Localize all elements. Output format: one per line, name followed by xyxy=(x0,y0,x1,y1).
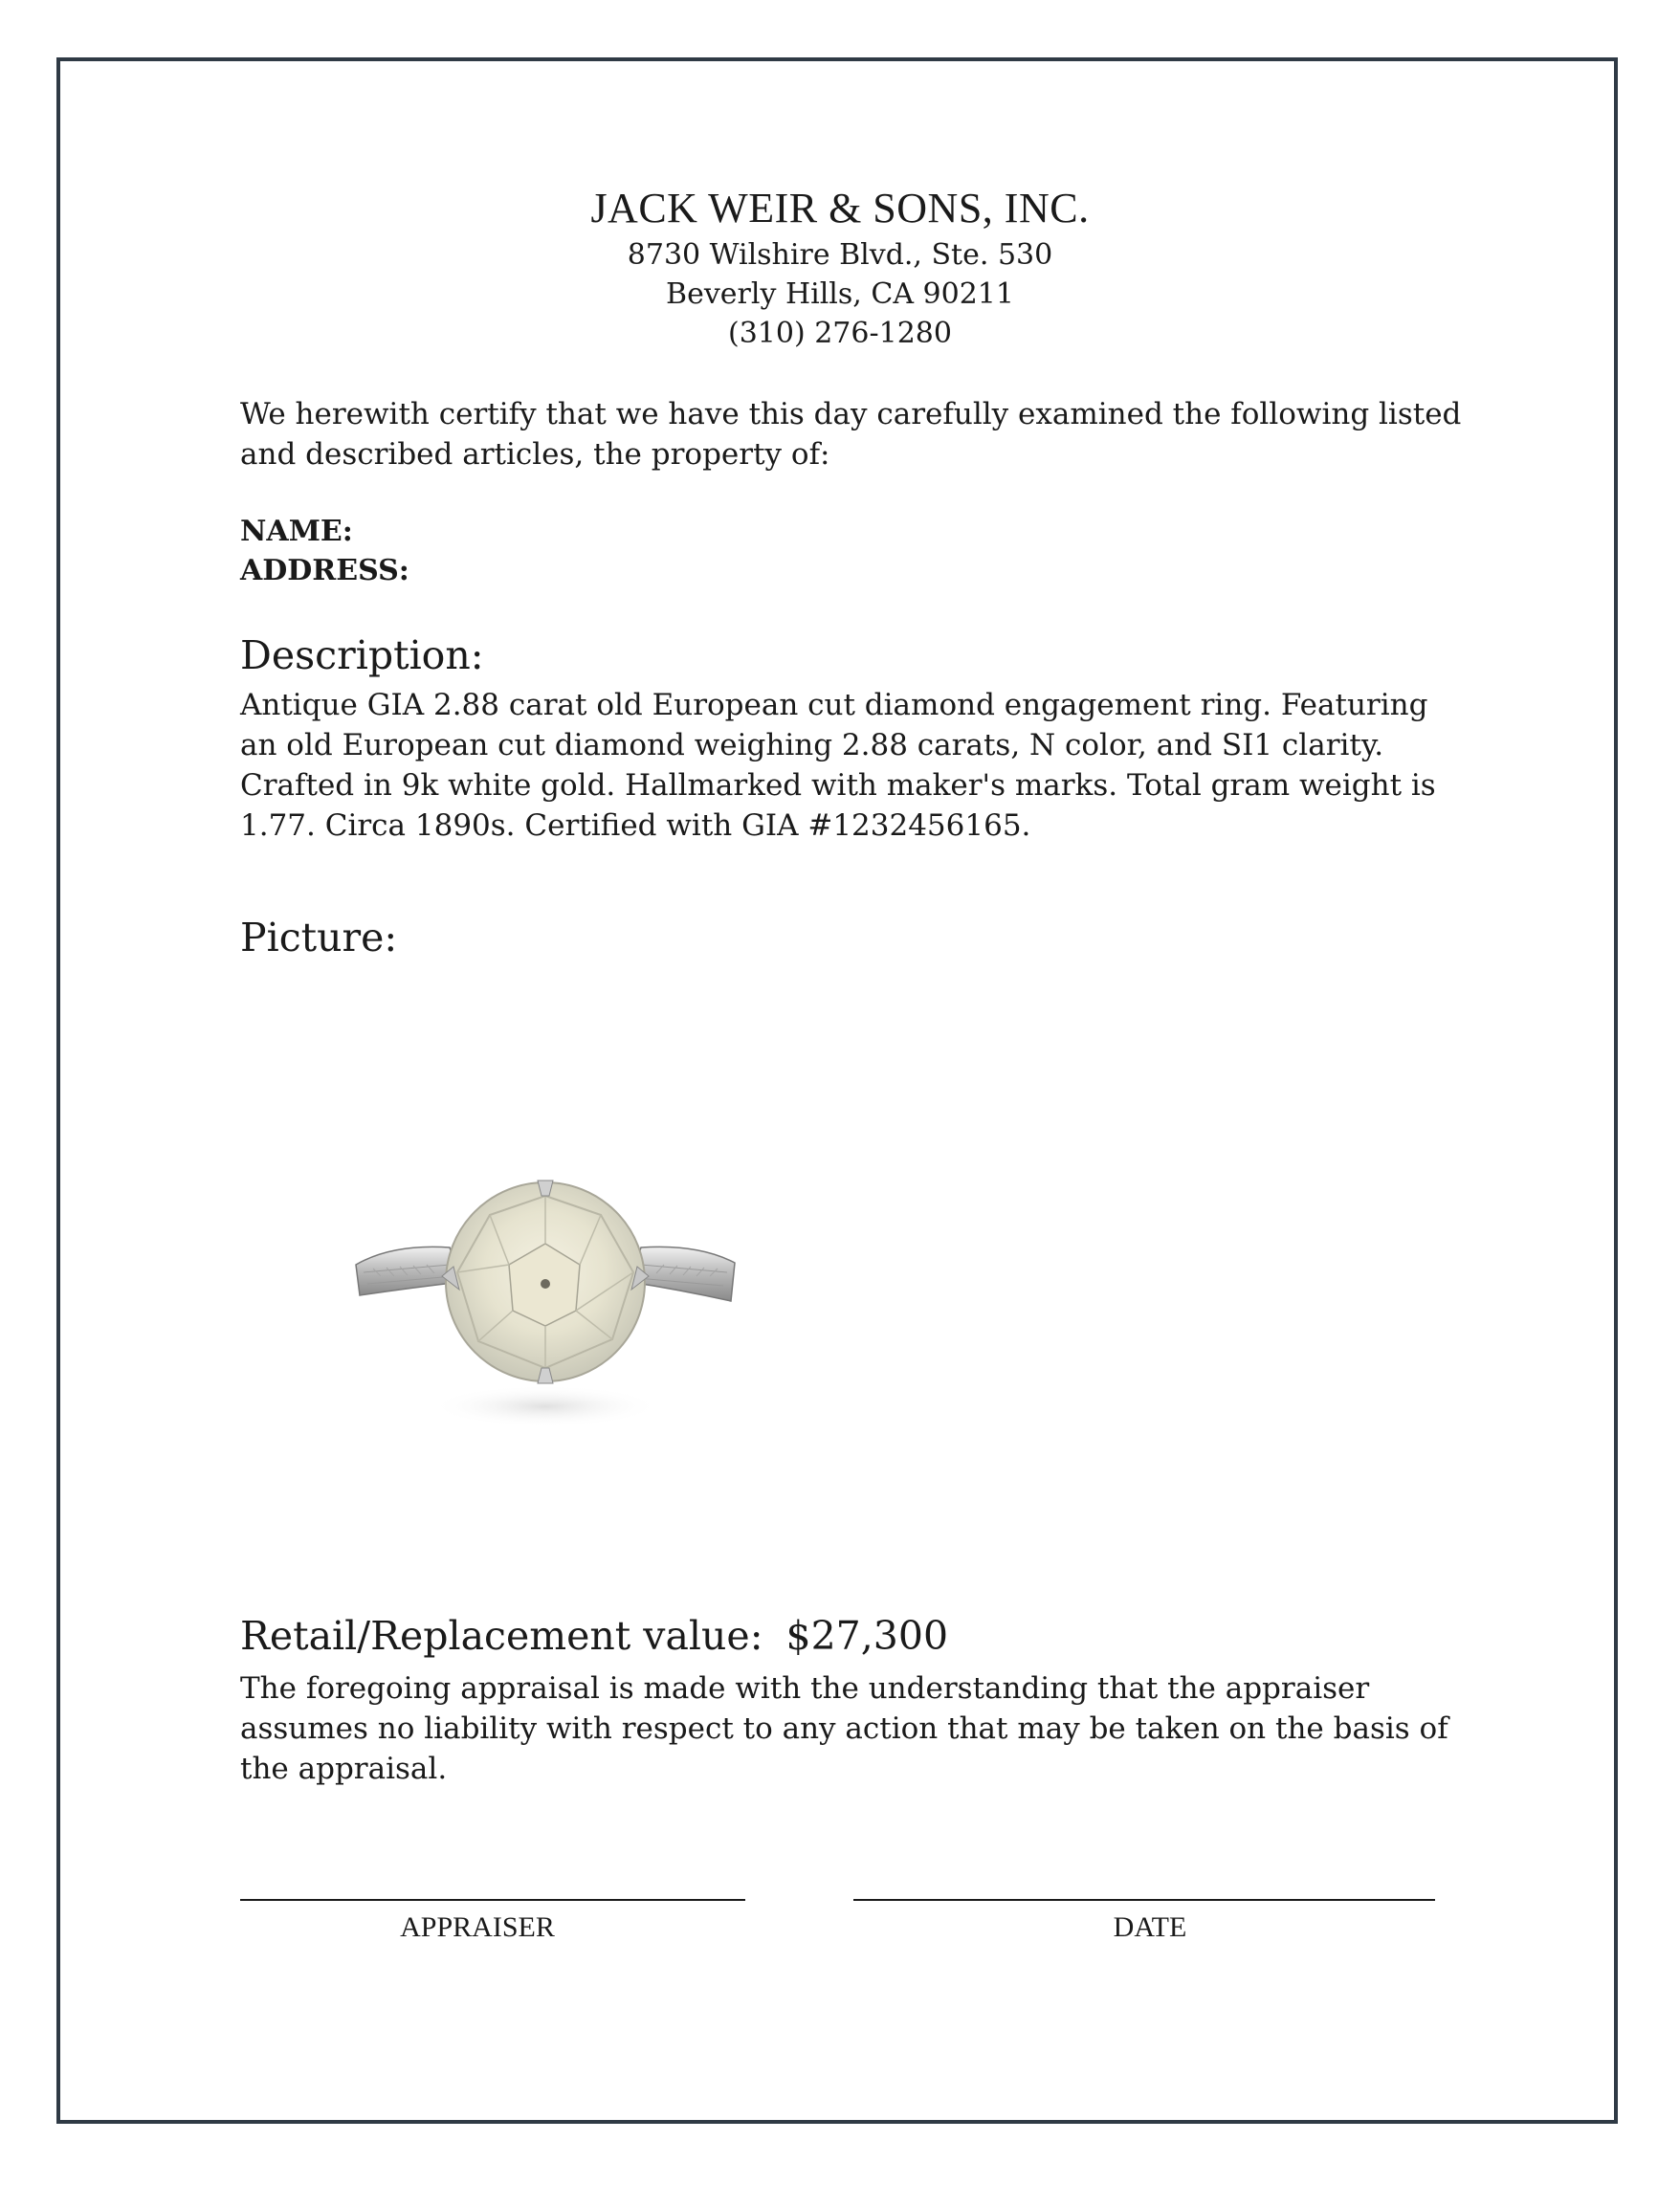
description-title: Description: xyxy=(240,632,484,678)
address-line-1: 8730 Wilshire Blvd., Ste. 530 xyxy=(627,238,1053,272)
value-label: Retail/Replacement value: xyxy=(240,1613,763,1659)
date-signature-line xyxy=(853,1899,1435,1901)
date-label: DATE xyxy=(1113,1911,1187,1943)
value-line xyxy=(240,1612,948,1660)
letterhead xyxy=(0,182,1680,353)
appraiser-signature-line xyxy=(240,1899,745,1901)
appraiser-label: APPRAISER xyxy=(400,1911,555,1943)
certification-intro: We herewith certify that we have this day carefully examined the following listed and described articles, the property of: xyxy=(240,397,1462,472)
document-frame xyxy=(56,57,1618,2124)
picture-title: Picture: xyxy=(240,915,398,960)
owner-block xyxy=(240,512,1465,590)
diamond-ring-photo xyxy=(354,1177,737,1445)
address-line-2: Beverly Hills, CA 90211 xyxy=(666,277,1014,311)
company-name: JACK WEIR & SONS, INC. xyxy=(590,185,1090,232)
description-body: Antique GIA 2.88 carat old European cut diamond engagement ring. Featuring an old European cut diamond weighing 2.88 carats, N color, and SI1 clarity. Crafted in 9k white gold. Hallmarked with maker's marks. Total gram weight is 1.77. Circa 1890s. Certified with GIA #1232456165. xyxy=(240,688,1436,843)
name-label: NAME: xyxy=(240,515,353,548)
phone-number: (310) 276-1280 xyxy=(728,317,952,350)
value-amount: $27,300 xyxy=(785,1613,949,1659)
liability-disclaimer: The foregoing appraisal is made with the understanding that the appraiser assumes no liability with respect to any action that may be taken on the basis of the appraisal. xyxy=(240,1671,1448,1786)
address-label: ADDRESS: xyxy=(240,554,409,587)
